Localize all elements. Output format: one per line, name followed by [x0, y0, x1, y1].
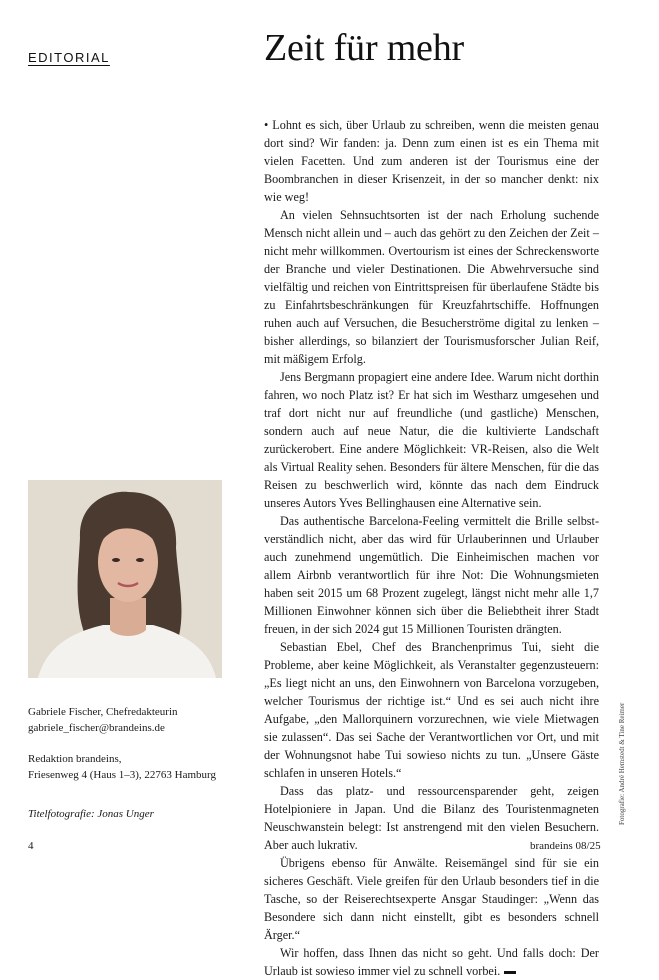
- issue-label: brandeins 08/25: [530, 840, 601, 852]
- paragraph: Das authentische Barcelona-Feeling vermittelt die Brille selbstverständlich nicht, aber das wird für Urlauberinnen und Urlauber auch zunehmend ungemütlich. Die Einheimischen machen vor allem Airbnb verantwortlich für ihre Not: Die Wohnungsmieten haben seit 2015 um 68 Prozent zugelegt, längst nicht mehr alle 1,7 Millionen Einwohner können sich über die Beliebtheit ihrer Stadt freuen, in der sich 2024 gut 15 Millionen Touristen drängten.: [264, 514, 599, 636]
- paragraph: An vielen Sehnsuchtsorten ist der nach Erholung suchende Mensch nicht allein und – auch das gehört zu den Zeichen der Zeit – nicht mehr willkommen. Overtourism ist eines der Schreckensworte der Branche und vieler Destinationen. Die Abwehrversuche sind vielfältig und reichen von Eintrittspreisen für überlaufene Städte bis zu Einfahrtsbeschränkungen für Kreuzfahrtschiffe. Hoffnungen ruhen auch auf Versuchen, die Besucherströme digital zu lenken – bisher allerdings, so bilanziert der Tourismusforscher Julian Reif, mit mäßigem Erfolg.: [264, 208, 599, 366]
- paragraph: Sebastian Ebel, Chef des Branchenprimus Tui, sieht die Probleme, aber keine Möglichkeit, als Veranstalter gegenzusteuern: „Es liegt nicht an uns, den Einwohnern von Barcelona vorzugeben, welcher Tourismus der richtige ist.“ Und es sei auch nicht ihre Aufgabe, „den Mallorquinern vorzurechnen, wie viele Mietwagen sie zulassen“. Das sei Sache der Verantwortlichen vor Ort, und mit der Wohnungsnot habe Tui sowieso nichts zu tun. „Unsere Gäste schlafen in unseren Hotels.“: [264, 640, 599, 780]
- caption-address: Friesenweg 4 (Haus 1–3), 22763 Hamburg: [28, 769, 216, 781]
- author-portrait: [28, 480, 222, 678]
- paragraph: Dass das platz- und ressourcensparender geht, zeigen Hotelpioniere in Japan. Und die Bilanz des Touristenmagneten Neuschwanstein belegt: Ist anstrengend mit den vielen Besuchern. Aber auch lukrativ.: [264, 784, 599, 852]
- paragraph: Jens Bergmann propagiert eine andere Idee. Warum nicht dorthin fahren, wo noch Platz ist? Er hat sich im Westharz umgesehen und traf dort nicht nur auf freundliche (und gastliche) Menschen, sondern auch auf neue Natur, die die kultivierte Landschaft zurückerobert. Eine andere Möglichkeit: VR-Reisen, also die Welt als Virtual Reality sehen. Besonders für ältere Menschen, für die das Reisen zu beschwerlich wird, könnte das nach dem Eindruck unseres Autors Yves Bellinghausen eine Alternative sein.: [264, 370, 599, 510]
- caption-redaktion: Redaktion brandeins,: [28, 753, 122, 765]
- headline: Zeit für mehr: [264, 27, 464, 69]
- bullet-icon: •: [264, 118, 269, 132]
- paragraph: Übrigens ebenso für Anwälte. Reisemängel sind für sie ein sicheres Geschäft. Viele greifen für den Urlaub besonders tief in die Tasche, so der Reiserechtsexperte Ansgar Staudinger: „Wenn das Besondere sich dann nicht einstellt, gibt es besonders schnell Ärger.“: [264, 856, 599, 942]
- caption-name: Gabriele Fischer, Chefredakteurin: [28, 706, 178, 718]
- caption-email[interactable]: gabriele_fischer@brandeins.de: [28, 722, 165, 734]
- photo-credit: Fotografie: André Hemstedt & Tine Reimer: [618, 702, 626, 825]
- section-label: EDITORIAL: [28, 50, 110, 65]
- end-mark-icon: [504, 971, 516, 974]
- page-number: 4: [28, 840, 34, 852]
- paragraph: Wir hoffen, dass Ihnen das nicht so geht. Und falls doch: Der Urlaub ist sowieso immer viel zu schnell vorbei.: [264, 946, 599, 978]
- paragraph: • Lohnt es sich, über Urlaub zu schreiben, wenn die meisten genau dort sind? Wir fanden: ja. Denn zum einen ist es ein Thema mit vielen Facetten. Und zum anderen ist der Tourismus eine der Boombranchen in dieser Krisenzeit, in der so mancher denkt: nix wie weg!: [264, 118, 599, 204]
- caption-cover-photo-credit: Titelfotografie: Jonas Unger: [28, 808, 154, 820]
